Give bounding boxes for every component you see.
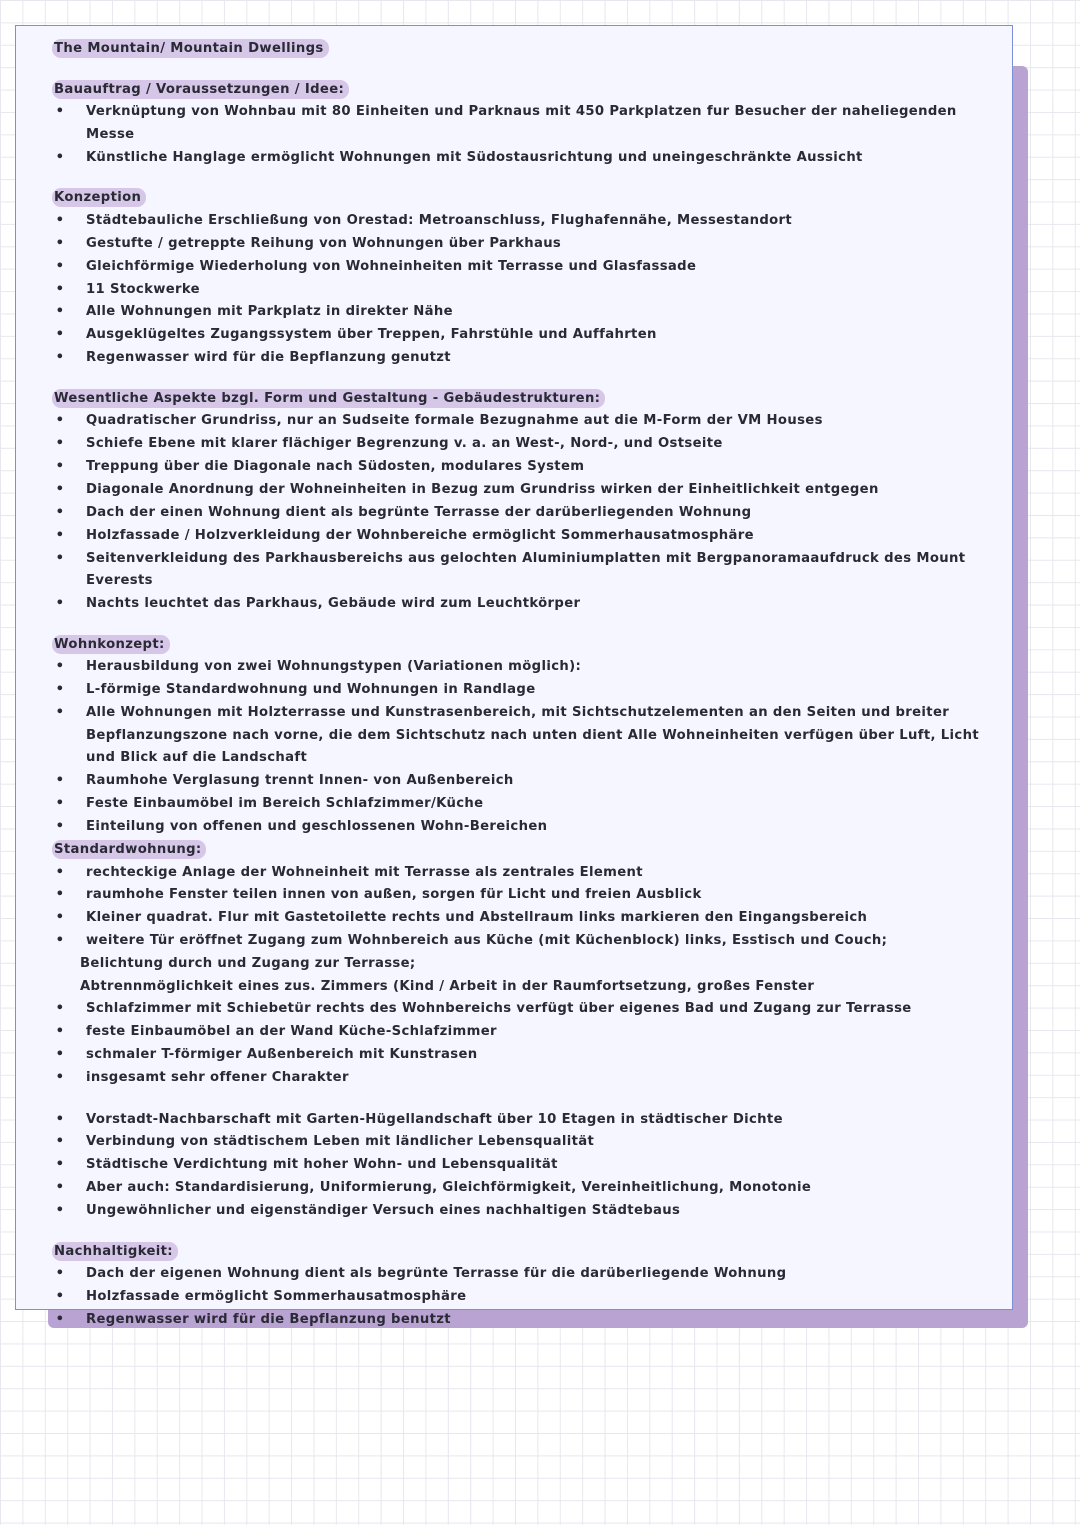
bullet-icon: •: [55, 504, 65, 520]
bullet-icon: •: [55, 304, 65, 320]
bullet-list: [52, 862, 1002, 953]
bullet-icon: •: [55, 1134, 65, 1150]
list-item: [52, 347, 1002, 370]
list-item-text: Regenwasser wird für die Bepflanzung benutzt: [86, 1312, 451, 1328]
list-item-text: Raumhohe Verglasung trennt Innen- von Außenbereich: [86, 773, 514, 789]
section-bauauftrag: [52, 79, 1002, 170]
list-item: [52, 147, 1002, 170]
bullet-icon: •: [55, 659, 65, 675]
bullet-icon: •: [55, 1203, 65, 1219]
list-item: [52, 548, 1002, 593]
list-item-text: 11 Stockwerke: [86, 281, 200, 297]
list-item: [52, 433, 1002, 456]
list-item: [52, 793, 1002, 816]
list-item-text: Vorstadt-Nachbarschaft mit Garten-Hügellandschaft über 10 Etagen in städtischer Dichte: [86, 1111, 783, 1127]
list-item-text: Nachts leuchtet das Parkhaus, Gebäude wird zum Leuchtkörper: [86, 596, 581, 612]
bullet-icon: •: [55, 258, 65, 274]
list-item: [52, 525, 1002, 548]
list-item-text: Einteilung von offenen und geschlossenen Wohn-Bereichen: [86, 819, 548, 835]
section-heading-row: [52, 79, 1002, 102]
list-item-text: Feste Einbaumöbel im Bereich Schlafzimmer/Küche: [86, 796, 484, 812]
bullet-icon: •: [55, 436, 65, 452]
list-item-text: Regenwasser wird für die Bepflanzung genutzt: [86, 350, 451, 366]
list-item: [52, 1067, 1002, 1090]
section-heading-row: [52, 187, 1002, 210]
bullet-icon: •: [55, 482, 65, 498]
section-heading-row: [52, 634, 1002, 657]
bullet-list: [52, 1109, 1002, 1223]
bullet-icon: •: [55, 796, 65, 812]
bullet-icon: •: [55, 459, 65, 475]
section-heading: Wohnkonzept:: [52, 635, 170, 654]
list-item: [52, 410, 1002, 433]
list-item-text: Kleiner quadrat. Flur mit Gastetoilette rechts und Abstellraum links markieren den Eingangsbereich: [86, 910, 868, 926]
list-item: [52, 1200, 1002, 1223]
bullet-icon: •: [55, 104, 65, 120]
bullet-icon: •: [55, 1157, 65, 1173]
list-item-text: Künstliche Hanglage ermöglicht Wohnungen mit Südostausrichtung und uneingeschränkte Aussicht: [86, 149, 863, 165]
list-item: [52, 816, 1002, 839]
list-item: [52, 101, 1002, 146]
list-item-text: Aber auch: Standardisierung, Uniformierung, Gleichförmigkeit, Vereinheitlichung, Monotonie: [86, 1180, 812, 1196]
list-item: [52, 256, 1002, 279]
list-item: [52, 1044, 1002, 1067]
bullet-icon: •: [55, 773, 65, 789]
list-item-text: L-förmige Standardwohnung und Wohnungen in Randlage: [86, 682, 536, 698]
list-item-text: Alle Wohnungen mit Holzterrasse und Kunstrasenbereich, mit Sichtschutzelementen an den Seiten und breiter Bepflanzungszone nach vorne, die dem Sichtschutz nach unten dient Alle Wohneinheiten verfügen über Luft, Licht und Blick auf die Landschaft: [86, 705, 979, 766]
list-item: [52, 324, 1002, 347]
list-item-text: Gleichförmige Wiederholung von Wohneinheiten mit Terrasse und Glasfassade: [86, 258, 697, 274]
list-item-text: Gestufte / getreppte Reihung von Wohnungen über Parkhaus: [86, 235, 562, 251]
list-item: [52, 479, 1002, 502]
list-item: [52, 279, 1002, 302]
bullet-icon: •: [55, 1312, 65, 1328]
bullet-icon: •: [55, 235, 65, 251]
list-item: [52, 1177, 1002, 1200]
list-item: [52, 1263, 1002, 1286]
list-item-text: Städtische Verdichtung mit hoher Wohn- und Lebensqualität: [86, 1157, 558, 1173]
bullet-icon: •: [55, 910, 65, 926]
list-item: [52, 233, 1002, 256]
list-item: [52, 930, 1002, 953]
bullet-icon: •: [55, 933, 65, 949]
list-item-text: Schiefe Ebene mit klarer flächiger Begrenzung v. a. an West-, Nord-, und Ostseite: [86, 436, 723, 452]
section-nachhaltigkeit: [52, 1241, 1002, 1332]
list-item-text: Alle Wohnungen mit Parkplatz in direkter Nähe: [86, 304, 453, 320]
bullet-icon: •: [55, 1047, 65, 1063]
bullet-icon: •: [55, 413, 65, 429]
section-standardwohnung: [52, 839, 1002, 1090]
list-item: [52, 884, 1002, 907]
bullet-icon: •: [55, 527, 65, 543]
bullet-icon: •: [55, 281, 65, 297]
list-item-text: Ausgeklügeltes Zugangssystem über Treppen, Fahrstühle und Auffahrten: [86, 327, 657, 343]
note-card: [15, 25, 1013, 1328]
list-item-text: feste Einbaumöbel an der Wand Küche-Schlafzimmer: [86, 1024, 497, 1040]
list-item-text: Verknüptung von Wohnbau mit 80 Einheiten und Parknaus mit 450 Parkplatzen fur Besucher der naheliegenden Messe: [86, 104, 957, 142]
note-content: [52, 38, 1002, 1332]
list-item-text: Städtebauliche Erschließung von Orestad: Metroanschluss, Flughafennähe, Messestandort: [86, 212, 793, 228]
list-item: [52, 1021, 1002, 1044]
title-row: [52, 38, 1002, 61]
page-title: The Mountain/ Mountain Dwellings: [52, 39, 329, 58]
list-item: [52, 907, 1002, 930]
bullet-icon: •: [55, 327, 65, 343]
bullet-icon: •: [55, 1180, 65, 1196]
list-item: [52, 502, 1002, 525]
section-heading: Konzeption: [52, 188, 146, 207]
list-item-text: Diagonale Anordnung der Wohneinheiten in Bezug zum Grundriss wirken der Einheitlichkeit entgegen: [86, 482, 879, 498]
bullet-icon: •: [55, 596, 65, 612]
bullet-icon: •: [55, 1266, 65, 1282]
bullet-list: [52, 656, 1002, 838]
bullet-icon: •: [55, 1001, 65, 1017]
list-item-text: Holzfassade / Holzverkleidung der Wohnbereiche ermöglicht Sommerhausatmosphäre: [86, 527, 754, 543]
section-heading: Nachhaltigkeit:: [52, 1242, 178, 1261]
bullet-icon: •: [55, 550, 65, 566]
list-item: [52, 456, 1002, 479]
list-item-text: Verbindung von städtischem Leben mit ländlicher Lebensqualität: [86, 1134, 595, 1150]
list-item: [52, 702, 1002, 770]
list-item-text: raumhohe Fenster teilen innen von außen, sorgen für Licht und freien Ausblick: [86, 887, 702, 903]
list-item: [52, 656, 1002, 679]
section-form-gestaltung: [52, 388, 1002, 616]
bullet-icon: •: [55, 350, 65, 366]
list-item-text: Treppung über die Diagonale nach Südosten, modulares System: [86, 459, 585, 475]
list-item: [52, 998, 1002, 1021]
section-wohnkonzept: [52, 634, 1002, 839]
section-heading: Wesentliche Aspekte bzgl. Form und Gestaltung - Gebäudestrukturen:: [52, 389, 605, 408]
list-item: [52, 593, 1002, 616]
section-heading-row: [52, 1241, 1002, 1264]
section-summary: [52, 1109, 1002, 1223]
bullet-list: [52, 210, 1002, 370]
list-item-text: weitere Tür eröffnet Zugang zum Wohnbereich aus Küche (mit Küchenblock) links, Esstisch und Couch;: [86, 933, 888, 949]
list-item: [52, 1154, 1002, 1177]
list-item-text: schmaler T-förmiger Außenbereich mit Kunstrasen: [86, 1047, 478, 1063]
list-item: [52, 1309, 1002, 1332]
bullet-icon: •: [55, 1024, 65, 1040]
list-item-text: rechteckige Anlage der Wohneinheit mit Terrasse als zentrales Element: [86, 864, 643, 880]
list-item: [52, 1286, 1002, 1309]
section-konzeption: [52, 187, 1002, 370]
list-item-text: Seitenverkleidung des Parkhausbereichs aus gelochten Aluminiumplatten mit Bergpanoramaaufdruck des Mount Everests: [86, 550, 966, 589]
list-item: [52, 679, 1002, 702]
list-item-text: Schlafzimmer mit Schiebetür rechts des Wohnbereichs verfügt über eigenes Bad und Zugang zur Terrasse: [86, 1001, 912, 1017]
list-item-text: insgesamt sehr offener Charakter: [86, 1069, 349, 1085]
list-item-text: Herausbildung von zwei Wohnungstypen (Variationen möglich):: [86, 659, 582, 675]
bullet-list: [52, 410, 1002, 615]
list-item: [52, 301, 1002, 324]
list-item: [52, 862, 1002, 885]
bullet-icon: •: [55, 149, 65, 165]
continuation-line: Abtrennmöglichkeit eines zus. Zimmers (Kind / Arbeit in der Raumfortsetzung, großes Fenster: [80, 978, 815, 994]
list-item: [52, 210, 1002, 233]
bullet-list: [52, 998, 1002, 1089]
bullet-icon: •: [55, 212, 65, 228]
list-item-text: Dach der eigenen Wohnung dient als begrünte Terrasse für die darüberliegende Wohnung: [86, 1266, 787, 1282]
bullet-list: [52, 101, 1002, 169]
bullet-icon: •: [55, 1069, 65, 1085]
list-item: [52, 770, 1002, 793]
list-item-text: Holzfassade ermöglicht Sommerhausatmosphäre: [86, 1289, 467, 1305]
list-item: [52, 1131, 1002, 1154]
list-item: [52, 1109, 1002, 1132]
bullet-icon: •: [55, 819, 65, 835]
section-heading-row: [52, 839, 1002, 862]
list-item-text: Ungewöhnlicher und eigenständiger Versuch eines nachhaltigen Städtebaus: [86, 1203, 681, 1219]
bullet-icon: •: [55, 682, 65, 698]
section-heading-row: [52, 388, 1002, 411]
bullet-icon: •: [55, 887, 65, 903]
bullet-icon: •: [55, 1289, 65, 1305]
bullet-icon: •: [55, 864, 65, 880]
bullet-icon: •: [55, 705, 65, 721]
list-item-text: Dach der einen Wohnung dient als begrünte Terrasse der darüberliegenden Wohnung: [86, 504, 752, 520]
bullet-icon: •: [55, 1111, 65, 1127]
section-heading: Standardwohnung:: [52, 840, 206, 859]
section-heading: Bauauftrag / Voraussetzungen / Idee:: [52, 80, 349, 99]
list-item-text: Quadratischer Grundriss, nur an Sudseite formale Bezugnahme aut die M-Form der VM Houses: [86, 413, 823, 429]
continuation-line: Belichtung durch und Zugang zur Terrasse;: [80, 956, 416, 972]
bullet-list: [52, 1263, 1002, 1331]
